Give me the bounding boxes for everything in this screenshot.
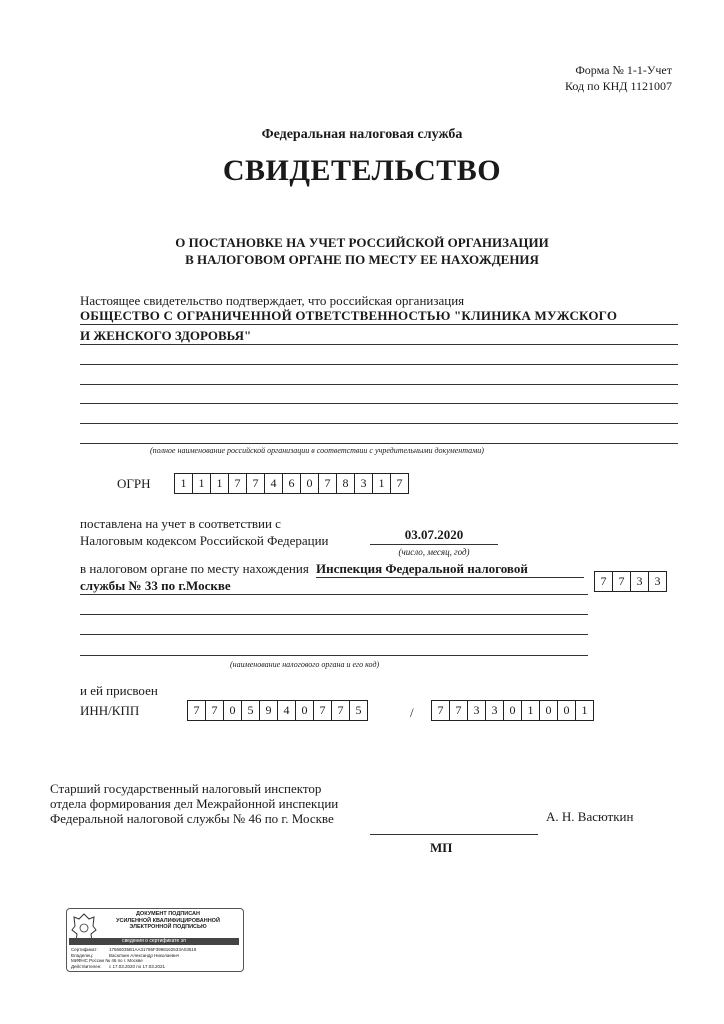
authority-underline-1 [316, 577, 584, 578]
org-name-line-2: И ЖЕНСКОГО ЗДОРОВЬЯ" [80, 328, 252, 343]
blank-line [80, 655, 588, 656]
stamp-row [71, 964, 239, 970]
kpp-digit: 7 [432, 701, 450, 720]
form-number: Форма № 1-1-Учет [575, 63, 672, 77]
inn-digit: 5 [355, 703, 362, 717]
inn-digit: 7 [332, 701, 350, 720]
stamp-heading-line: ЭЛЕКТРОННОЙ ПОДПИСЬЮ [129, 924, 207, 930]
date-caption: (число, месяц, год) [398, 547, 470, 557]
kpp-digit: 7 [450, 701, 468, 720]
inn-boxes [187, 700, 368, 721]
ogrn-label: ОГРН [117, 476, 151, 491]
authority-code-digit: 3 [631, 572, 649, 591]
blank-line [80, 384, 678, 385]
agency-name: Федеральная налоговая служба [261, 127, 463, 142]
inn-digit: 7 [188, 701, 206, 720]
inn-digit: 0 [296, 701, 314, 720]
kpp-digit: 1 [581, 703, 588, 717]
subtitle-line-2: В НАЛОГОВОМ ОРГАНЕ ПО МЕСТУ ЕЕ НАХОЖДЕНИЯ [185, 252, 539, 267]
signatory-line-3: Федеральной налоговой службы № 46 по г. Москве [50, 811, 334, 826]
kpp-boxes [431, 700, 594, 721]
registration-line-2: Налоговым кодексом Российской Федерации [80, 533, 329, 548]
authority-code-digit: 3 [654, 574, 661, 588]
org-name-underline-2 [80, 344, 678, 345]
location-label: в налоговом органе по месту нахождения [80, 561, 309, 576]
inn-digit: 5 [242, 701, 260, 720]
kpp-digit: 0 [540, 701, 558, 720]
inn-kpp-separator: / [410, 705, 414, 720]
knd-code: Код по КНД 1121007 [565, 79, 672, 93]
ogrn-digit: 7 [229, 474, 247, 493]
authority-code-digit: 7 [613, 572, 631, 591]
document-subtitle [0, 234, 724, 268]
stamp-certificate-bar: сведения о сертификате эп [69, 938, 239, 945]
stamp-details [71, 947, 239, 969]
blank-line [80, 614, 588, 615]
ogrn-digit: 0 [301, 474, 319, 493]
ogrn-digit: 1 [211, 474, 229, 493]
signatory-name: А. Н. Васюткин [546, 809, 634, 824]
registration-date: 03.07.2020 [404, 527, 464, 542]
ogrn-digit: 7 [396, 476, 403, 490]
e-signature-stamp [66, 908, 244, 972]
document-title: СВИДЕТЕЛЬСТВО [222, 154, 502, 187]
ogrn-digit: 3 [355, 474, 373, 493]
authority-code-boxes [594, 571, 667, 592]
org-name-caption: (полное наименование российской организации в соответствии с учредительными документами) [150, 446, 484, 455]
org-name-line-1: ОБЩЕСТВО С ОГРАНИЧЕННОЙ ОТВЕТСТВЕННОСТЬЮ "КЛИНИКА МУЖСКОГО [80, 308, 618, 323]
blank-line [80, 423, 678, 424]
authority-caption: (наименование налогового органа и его код) [230, 660, 380, 669]
stamp-heading-line: ДОКУМЕНТ ПОДПИСАН [136, 911, 200, 917]
stamp-row-value: Васюткин Александр Николаевич [109, 952, 180, 958]
signatory-title [50, 781, 338, 826]
stamp-row-key: Действителен: [71, 963, 102, 969]
blank-line [80, 364, 678, 365]
inn-digit: 7 [314, 701, 332, 720]
signature-line [370, 834, 538, 835]
signatory-line-2: отдела формирования дел Межрайонной инспекции [50, 796, 339, 811]
date-underline [370, 544, 498, 545]
kpp-digit: 0 [558, 701, 576, 720]
signatory-line-1: Старший государственный налоговый инспектор [50, 781, 322, 796]
stamp-row-value: с 17.03.2020 по 17.03.2021 [109, 963, 165, 969]
assigned-label: и ей присвоен [80, 683, 158, 698]
inn-digit: 0 [224, 701, 242, 720]
blank-line [80, 634, 588, 635]
ogrn-boxes [174, 473, 409, 494]
authority-underline-2 [80, 594, 588, 595]
ogrn-digit: 4 [265, 474, 283, 493]
stamp-heading [97, 911, 239, 931]
subtitle-line-1: О ПОСТАНОВКЕ НА УЧЕТ РОССИЙСКОЙ ОРГАНИЗАЦИИ [175, 235, 549, 250]
ogrn-digit: 8 [337, 474, 355, 493]
inn-digit: 7 [206, 701, 224, 720]
org-name-underline-1 [80, 324, 678, 325]
stamp-row-key: МИФНС России № 46 по г. Москве [71, 958, 143, 963]
stamp-row-value: 17566035B1AA31786F3998162533A03518 [109, 947, 197, 952]
ogrn-digit: 1 [175, 474, 193, 493]
seal-label: МП [430, 840, 453, 855]
stamp-row-key: Владелец: [71, 952, 94, 958]
registration-line-1: поставлена на учет в соответствии с [80, 516, 281, 531]
kpp-digit: 1 [522, 701, 540, 720]
stamp-heading-line: УСИЛЕННОЙ КВАЛИФИЦИРОВАННОЙ [116, 917, 220, 924]
ogrn-digit: 1 [193, 474, 211, 493]
intro-text: Настоящее свидетельство подтверждает, что российская организация [80, 293, 465, 308]
authority-line-2: службы № 33 по г.Москве [80, 578, 231, 593]
ogrn-digit: 7 [247, 474, 265, 493]
ogrn-digit: 7 [319, 474, 337, 493]
kpp-digit: 3 [486, 701, 504, 720]
authority-line-1: Инспекция Федеральной налоговой [316, 561, 528, 576]
blank-line [80, 443, 678, 444]
blank-line [80, 403, 678, 404]
inn-kpp-label: ИНН/КПП [80, 703, 140, 718]
kpp-digit: 3 [468, 701, 486, 720]
ogrn-digit: 6 [283, 474, 301, 493]
authority-code-digit: 7 [595, 572, 613, 591]
ogrn-digit: 1 [373, 474, 391, 493]
inn-digit: 9 [260, 701, 278, 720]
kpp-digit: 0 [504, 701, 522, 720]
inn-digit: 4 [278, 701, 296, 720]
stamp-row-key: Сертификат: [71, 947, 98, 952]
